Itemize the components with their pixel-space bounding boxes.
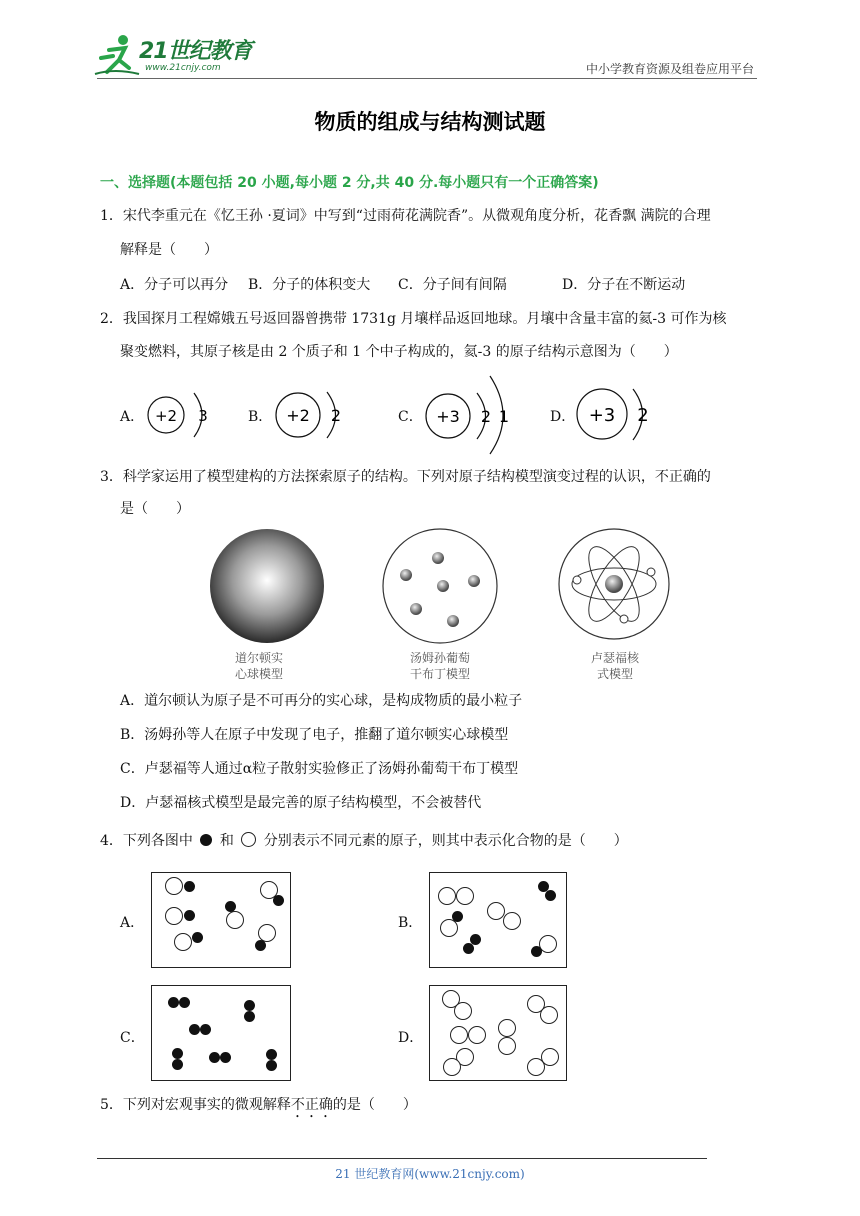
q3-option-b: B．汤姆孙等人在原子中发现了电子，推翻了道尔顿实心球模型 [120, 727, 509, 743]
q3-option-c: C．卢瑟福等人通过α粒子散射实验修正了汤姆孙葡萄干布丁模型 [120, 761, 519, 777]
footer-divider [97, 1158, 707, 1159]
q5-stem [100, 1095, 417, 1121]
section-heading: 一、选择题(本题包括 20 小题,每小题 2 分,共 40 分.每小题只有一个正确答案) [100, 175, 599, 191]
q2-option-b-label: B． [248, 409, 273, 425]
logo-url: www.21cnjy.com [145, 63, 221, 73]
q2-a-nucleus: +2 [154, 407, 178, 425]
q3-stem-line1: 3．科学家运用了模型建构的方法探索原子的结构。下列对原子结构模型演变过程的认识，不正确的 [100, 469, 711, 485]
q2-stem-line1: 2．我国探月工程嫦娥五号返回器曾携带 1731g 月壤样品返回地球。月壤中含量丰富的氦-3 可作为核 [100, 311, 727, 327]
q2-option-d-label: D． [550, 409, 576, 425]
q3-option-a: A．道尔顿认为原子是不可再分的实心球，是构成物质的最小粒子 [120, 693, 523, 709]
platform-name: 中小学教育资源及组卷应用平台 [585, 62, 754, 76]
q4-stem [100, 831, 628, 851]
q2-b-shell-1: 2 [330, 406, 342, 425]
q3-stem-line2: 是（ ） [120, 501, 190, 517]
q1-option-a: A．分子可以再分 [120, 277, 229, 293]
logo-text: 21世纪教育 [139, 39, 252, 64]
thomson-caption-line1: 汤姆孙葡萄 [409, 651, 470, 665]
q2-b-nucleus: +2 [286, 406, 310, 425]
q2-option-a-diagram [146, 390, 216, 440]
q4-stem-post: 分别表示不同元素的原子，则其中表示化合物的是（ ） [263, 833, 628, 849]
q2-c-shell-1: 2 [480, 407, 492, 426]
q4-stem-pre: 4．下列各图中 [100, 833, 193, 849]
q4-option-c-label: C． [120, 1030, 145, 1046]
dalton-model-image [208, 528, 328, 648]
q2-option-c-diagram [424, 374, 524, 454]
q1-option-c: C．分子间有间隔 [398, 277, 507, 293]
dalton-caption-line1: 道尔顿实 [234, 651, 283, 665]
q2-option-b-diagram [274, 390, 354, 440]
q2-d-shell-1: 2 [637, 405, 649, 426]
q4-stem-mid: 和 [219, 833, 234, 849]
q1-stem-line1: 1．宋代李重元在《忆王孙 ·夏词》中写到“过雨荷花满院香”。从微观角度分析，花香飘 满院的合理 [100, 208, 711, 224]
white-atom-icon [241, 832, 256, 847]
rutherford-caption [560, 650, 670, 682]
q2-option-d-diagram [576, 386, 666, 446]
q2-c-nucleus: +3 [436, 407, 460, 426]
q2-d-nucleus: +3 [588, 405, 616, 426]
thomson-model-image [380, 528, 500, 648]
rutherford-caption-line2: 式模型 [596, 667, 633, 681]
rutherford-caption-line1: 卢瑟福核 [590, 651, 639, 665]
dalton-caption-line2: 心球模型 [234, 667, 283, 681]
q5-stem-emphasis: 不正确 [290, 1097, 333, 1113]
q2-a-shell-1: 3 [198, 407, 208, 425]
q4-box-a [151, 872, 291, 968]
q2-option-a-label: A． [120, 409, 145, 425]
q2-stem-line2: 聚变燃料，其原子核是由 2 个质子和 1 个中子构成的，氦-3 的原子结构示意图为（ ） [120, 344, 678, 360]
q4-box-b [429, 872, 567, 968]
q1-stem-line2: 解释是（ ） [120, 242, 218, 258]
rutherford-model-image [556, 528, 676, 648]
q4-option-a-label: A． [120, 915, 145, 931]
dalton-caption [204, 650, 314, 682]
black-atom-icon [200, 834, 212, 846]
runner-icon [95, 32, 139, 76]
q4-box-d [429, 985, 567, 1081]
q3-option-d: D．卢瑟福核式模型是最完善的原子结构模型，不会被替代 [120, 795, 482, 811]
q4-option-d-label: D． [398, 1030, 424, 1046]
q2-c-shell-2: 1 [498, 407, 510, 426]
page-title: 物质的组成与结构测试题 [314, 110, 546, 134]
q1-option-b: B．分子的体积变大 [248, 277, 371, 293]
q1-option-d: D．分子在不断运动 [562, 277, 686, 293]
q4-box-c [151, 985, 291, 1081]
header-divider [97, 78, 757, 79]
q5-stem-pre: 5．下列对宏观事实的微观解释 [100, 1097, 291, 1113]
q4-option-b-label: B． [398, 915, 423, 931]
q5-stem-post: 的是（ ） [332, 1097, 417, 1113]
footer-text: 21 世纪教育网(www.21cnjy.com) [335, 1167, 525, 1181]
thomson-caption [385, 650, 495, 682]
thomson-caption-line2: 干布丁模型 [409, 667, 470, 681]
q2-option-c-label: C． [398, 409, 423, 425]
site-logo [95, 32, 265, 78]
